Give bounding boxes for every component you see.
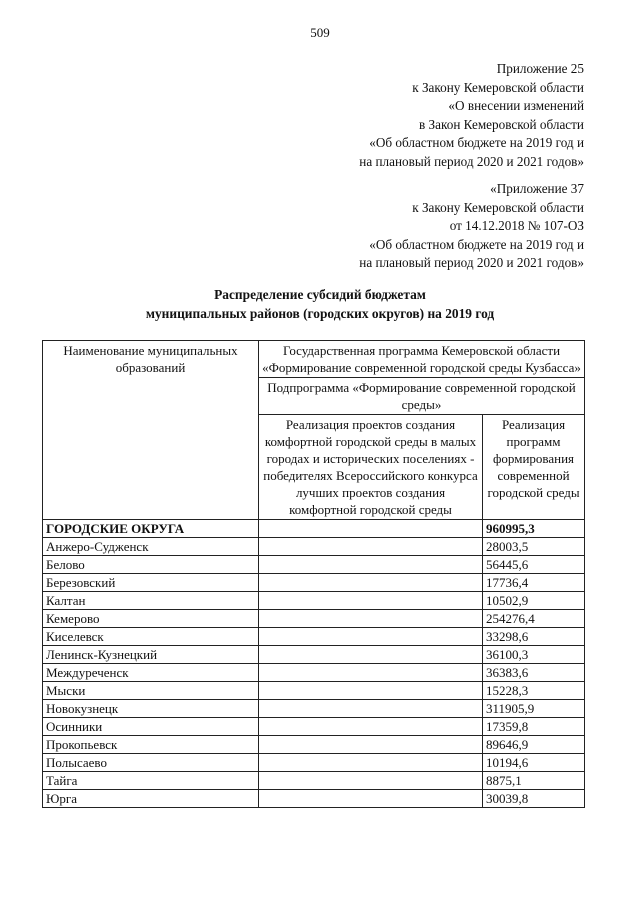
programs-amount: 10502,9 [483, 592, 585, 610]
projects-amount [259, 754, 483, 772]
appendix-line: на плановый период 2020 и 2021 годов» [359, 255, 584, 271]
programs-amount: 17359,8 [483, 718, 585, 736]
municipality-name: Тайга [43, 772, 259, 790]
group-row-city-districts [43, 520, 585, 538]
municipality-name: Осинники [43, 718, 259, 736]
group-name: ГОРОДСКИЕ ОКРУГА [43, 520, 259, 538]
appendix-line: «Об областном бюджете на 2019 год и [369, 236, 584, 252]
programs-amount: 17736,4 [483, 574, 585, 592]
projects-amount [259, 790, 483, 808]
municipality-name: Прокопьевск [43, 736, 259, 754]
projects-amount [259, 628, 483, 646]
programs-column-header: Реализация программ формирования современной городской среды [483, 415, 585, 520]
municipality-name: Киселевск [43, 628, 259, 646]
appendix-line: от 14.12.2018 № 107-ОЗ [449, 218, 584, 234]
document-title [0, 285, 640, 323]
programs-amount: 33298,6 [483, 628, 585, 646]
table-row [43, 790, 585, 808]
table-row [43, 718, 585, 736]
programs-amount: 10194,6 [483, 754, 585, 772]
programs-amount: 254276,4 [483, 610, 585, 628]
municipality-name: Новокузнецк [43, 700, 259, 718]
subprogram-header: Подпрограмма «Формирование современной городской среды» [259, 378, 585, 415]
table-row [43, 574, 585, 592]
projects-column-header: Реализация проектов создания комфортной городской среды в малых городах и исторических поселениях - победителях Всероссийского конкурса лучших проектов создания комфортной городской среды [259, 415, 483, 520]
programs-amount: 15228,3 [483, 682, 585, 700]
table-row [43, 664, 585, 682]
projects-amount [259, 538, 483, 556]
document-title-line-1: Распределение субсидий бюджетам [214, 287, 426, 302]
appendix-line: «Об областном бюджете на 2019 год и [369, 135, 584, 151]
municipality-column-header: Наименование муниципальных образований [43, 341, 259, 520]
municipality-name: Ленинск-Кузнецкий [43, 646, 259, 664]
appendix-line: «Приложение 37 [490, 181, 584, 196]
municipality-name: Анжеро-Судженск [43, 538, 259, 556]
projects-amount [259, 736, 483, 754]
group-projects-amount [259, 520, 483, 538]
document-title-line-2: муниципальных районов (городских округов) на 2019 год [145, 306, 495, 321]
appendix-line: на плановый период 2020 и 2021 годов» [359, 153, 584, 169]
projects-amount [259, 556, 483, 574]
appendix-line: к Закону Кемеровской области [412, 199, 584, 215]
programs-amount: 89646,9 [483, 736, 585, 754]
table-row [43, 538, 585, 556]
municipality-name: Полысаево [43, 754, 259, 772]
appendix-25-header [359, 60, 584, 172]
programs-amount: 36100,3 [483, 646, 585, 664]
programs-amount: 8875,1 [483, 772, 585, 790]
table-row [43, 682, 585, 700]
programs-amount: 30039,8 [483, 790, 585, 808]
projects-amount [259, 700, 483, 718]
table-row [43, 772, 585, 790]
programs-amount: 28003,5 [483, 538, 585, 556]
program-header: Государственная программа Кемеровской области «Формирование современной городской среды Кузбасса» [259, 341, 585, 378]
appendix-line: к Закону Кемеровской области [412, 79, 584, 95]
appendix-line: «О внесении изменений [448, 98, 584, 114]
table-row [43, 610, 585, 628]
programs-amount: 36383,6 [483, 664, 585, 682]
projects-amount [259, 610, 483, 628]
page-number: 509 [310, 25, 330, 40]
projects-amount [259, 664, 483, 682]
projects-amount [259, 718, 483, 736]
table-row [43, 556, 585, 574]
municipality-name: Березовский [43, 574, 259, 592]
projects-amount [259, 592, 483, 610]
municipality-name: Мыски [43, 682, 259, 700]
appendix-line: Приложение 25 [496, 61, 584, 76]
table-row [43, 700, 585, 718]
municipality-name: Междуреченск [43, 664, 259, 682]
programs-amount: 56445,6 [483, 556, 585, 574]
table-row [43, 754, 585, 772]
table-row [43, 628, 585, 646]
subsidies-table [42, 340, 585, 808]
municipality-name: Юрга [43, 790, 259, 808]
group-programs-amount: 960995,3 [483, 520, 585, 538]
municipality-name: Белово [43, 556, 259, 574]
table-row [43, 646, 585, 664]
municipality-name: Калтан [43, 592, 259, 610]
municipality-name: Кемерово [43, 610, 259, 628]
programs-amount: 311905,9 [483, 700, 585, 718]
projects-amount [259, 682, 483, 700]
projects-amount [259, 772, 483, 790]
projects-amount [259, 646, 483, 664]
projects-amount [259, 574, 483, 592]
appendix-line: в Закон Кемеровской области [419, 116, 584, 132]
appendix-37-header [359, 180, 584, 273]
table-row [43, 592, 585, 610]
table-row [43, 736, 585, 754]
